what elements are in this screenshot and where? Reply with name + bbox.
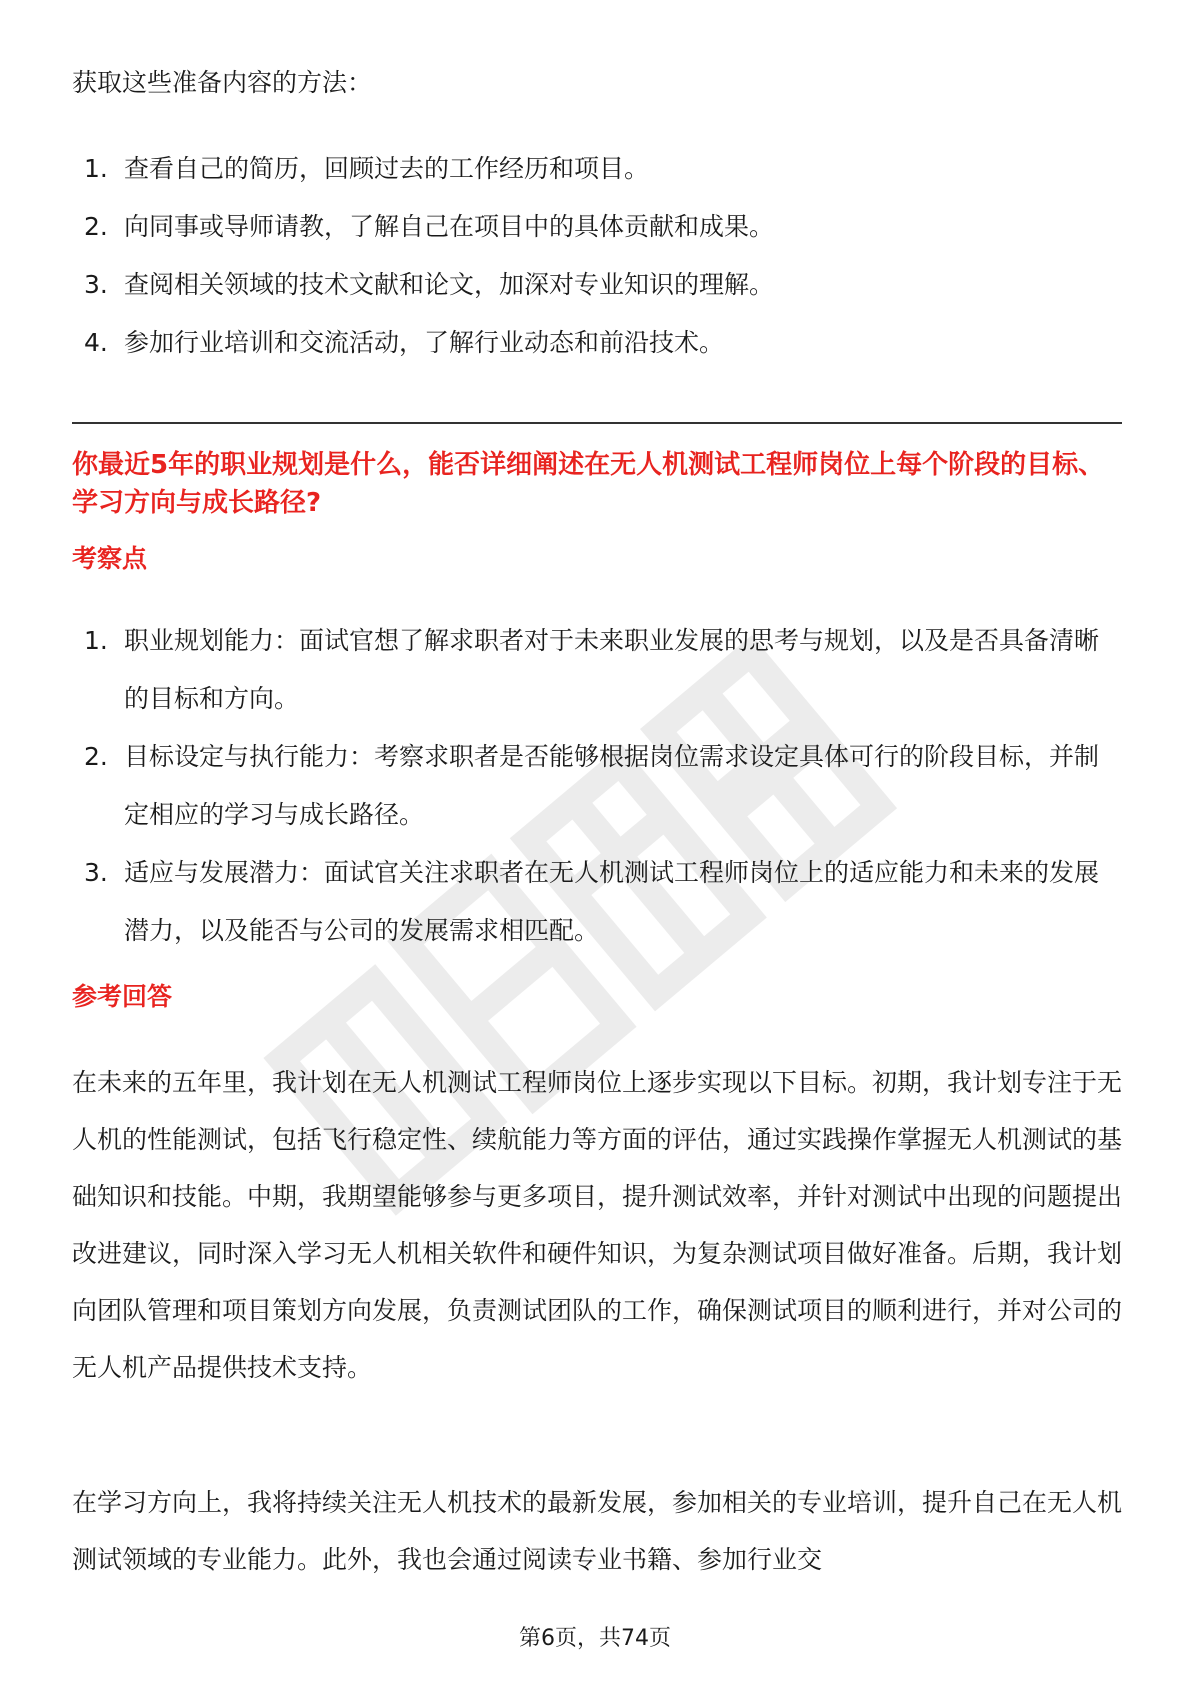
- list-item: [72, 266, 1122, 304]
- points-list: [72, 612, 1122, 960]
- list-number: 2.: [84, 742, 108, 771]
- list-number: 3.: [84, 270, 108, 299]
- list-item: [72, 728, 1122, 844]
- section-heading-points: 考察点: [72, 544, 148, 573]
- list-text: 向同事或导师请教，了解自己在项目中的具体贡献和成果。: [124, 212, 775, 241]
- list-item: [72, 150, 1122, 188]
- list-text: 适应与发展潜力：面试官关注求职者在无人机测试工程师岗位上的适应能力和未来的发展潜力，以及能否与公司的发展需求相匹配。: [124, 858, 1100, 945]
- methods-list: [72, 150, 1122, 382]
- list-number: 1.: [84, 626, 108, 655]
- answer-paragraph: 在学习方向上，我将持续关注无人机技术的最新发展，参加相关的专业培训，提升自己在无人机测试领域的专业能力。此外，我也会通过阅读专业书籍、参加行业交: [72, 1488, 1123, 1574]
- section-divider: [72, 422, 1122, 424]
- list-text: 目标设定与执行能力：考察求职者是否能够根据岗位需求设定具体可行的阶段目标，并制定相应的学习与成长路径。: [124, 742, 1100, 829]
- list-item: [72, 844, 1122, 960]
- list-text: 查阅相关领域的技术文献和论文，加深对专业知识的理解。: [124, 270, 775, 299]
- list-number: 3.: [84, 858, 108, 887]
- interview-question: 你最近5年的职业规划是什么，能否详细阐述在无人机测试工程师岗位上每个阶段的目标、学习方向与成长路径?: [72, 450, 1105, 518]
- list-item: [72, 324, 1122, 362]
- list-number: 4.: [84, 328, 108, 357]
- list-number: 2.: [84, 212, 108, 241]
- list-text: 参加行业培训和交流活动，了解行业动态和前沿技术。: [124, 328, 725, 357]
- list-number: 1.: [84, 154, 108, 183]
- answer-paragraph: 在未来的五年里，我计划在无人机测试工程师岗位上逐步实现以下目标。初期，我计划专注于无人机的性能测试，包括飞行稳定性、续航能力等方面的评估，通过实践操作掌握无人机测试的基础知识和技能。中期，我期望能够参与更多项目，提升测试效率，并针对测试中出现的问题提出改进建议，同时深入学习无人机相关软件和硬件知识，为复杂测试项目做好准备。后期，我计划向团队管理和项目策划方向发展，负责测试团队的工作，确保测试项目的顺利进行，并对公司的无人机产品提供技术支持。: [72, 1068, 1123, 1382]
- list-text: 查看自己的简历，回顾过去的工作经历和项目。: [124, 154, 650, 183]
- intro-title: 获取这些准备内容的方法：: [72, 68, 373, 97]
- section-heading-answer: 参考回答: [72, 982, 173, 1011]
- list-item: [72, 208, 1122, 246]
- list-item: [72, 612, 1122, 728]
- list-text: 职业规划能力：面试官想了解求职者对于未来职业发展的思考与规划，以及是否具备清晰的目标和方向。: [124, 626, 1100, 713]
- page-number-footer: 第6页，共74页: [519, 1626, 671, 1651]
